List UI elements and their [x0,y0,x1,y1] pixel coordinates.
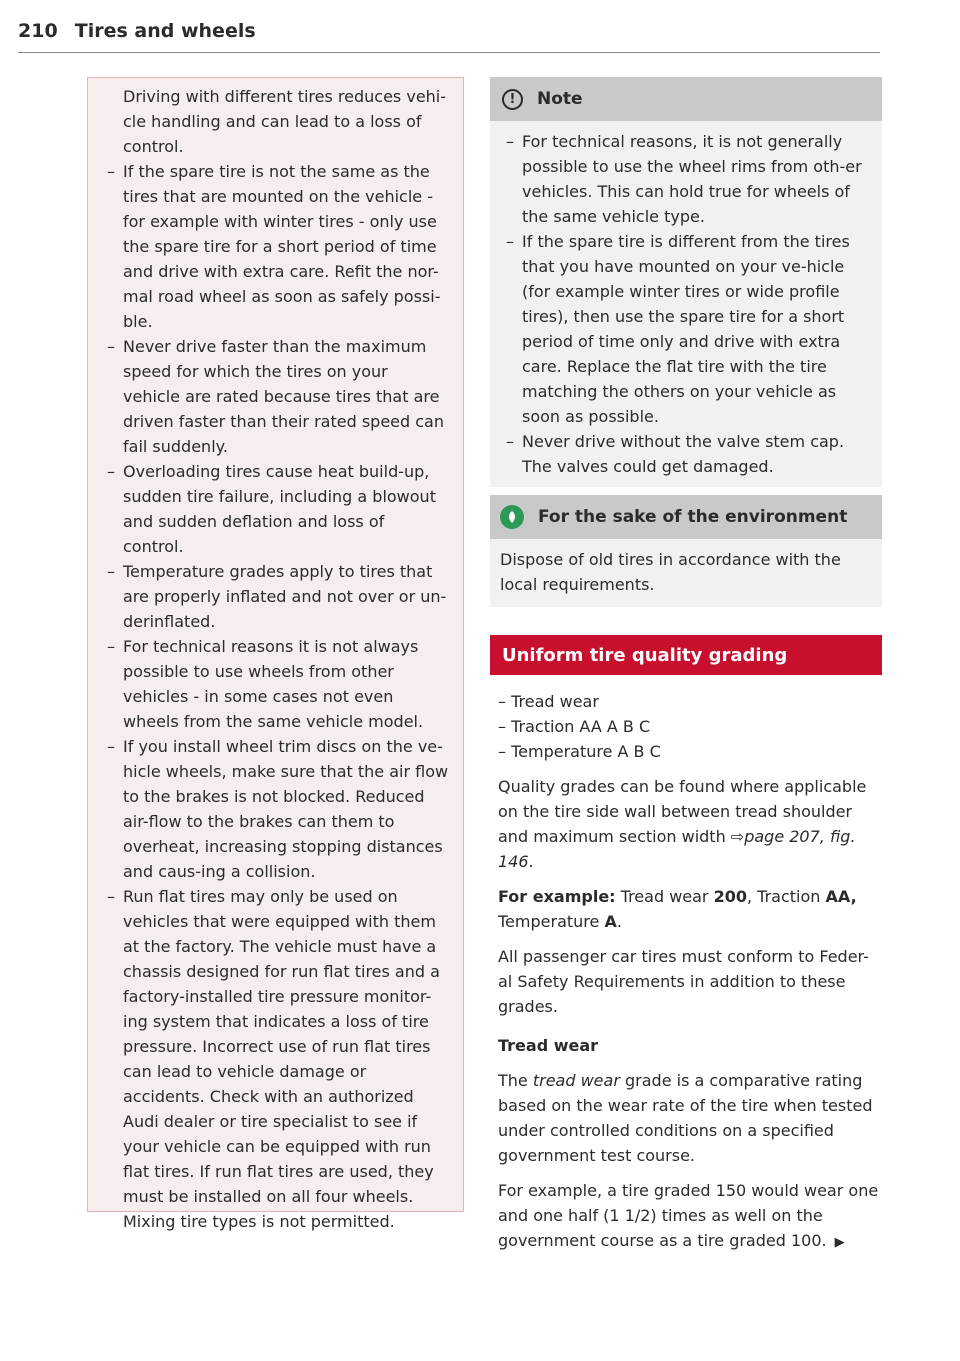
tread-text: The [498,1071,533,1090]
example-value: A [604,912,617,931]
warning-item: – For technical reasons it is not always possible to use wheels from other vehicles - in some cases not even wheels from the same vehicle model. [105,634,449,734]
note-header [490,77,882,121]
environment-header [490,495,882,539]
section-heading: Uniform tire quality grading [490,635,882,675]
warning-item: – Never drive faster than the maximum speed for which the tires on your vehicle are rated because tires that are driven faster than their rated speed can fail suddenly. [105,334,449,459]
note-title: Note [537,89,583,109]
grade-list [490,689,882,764]
continue-arrow-icon: ▶ [834,1235,845,1250]
warning-item: – Run flat tires may only be used on vehicles that were equipped with them at the factory. The vehicle must have a chassis designed for run flat tires and a factory-installed tire pressure monitor-ing system that indicates a loss of tire pressure. Incorrect use of run flat tires can lead to vehicle damage or accidents. Check with an authorized Audi dealer or tire specialist to see if your vehicle can be equipped with run flat tires. If run flat tires are used, they must be installed on all four wheels. Mixing tire types is not permitted. [105,884,449,1234]
note-list [490,121,882,487]
grade-item: – Temperature A B C [498,742,661,761]
exclamation-icon: ! [502,89,523,110]
environment-text: Dispose of old tires in accordance with the local requirements. [500,550,841,594]
right-column [490,77,882,1255]
warning-item: – Overloading tires cause heat build-up, sudden tire failure, including a blowout and sudden deflation and loss of control. [105,459,449,559]
note-box [490,77,882,487]
example-label: For example: [498,887,616,906]
warning-item: – Temperature grades apply to tires that are properly inflated and not over or un-derinflated. [105,559,449,634]
quality-text: Quality grades can be found where applicable on the tire side wall between tread shoulder and maximum section width [498,777,867,846]
warning-item: – If you install wheel trim discs on the ve-hicle wheels, make sure that the air flow to the brakes is not blocked. Reduced air-flow to the brakes can them to overheat, increasing stopping distances and caus-ing a collision. [105,734,449,884]
warning-box [87,77,464,1231]
environment-title: For the sake of the environment [538,507,848,527]
tread-text: grade is a comparative rating based on the wear rate of the tire when tested under controlled conditions on a specified government test course. [498,1071,873,1165]
section-title: Tires and wheels [74,20,256,42]
example-text: Temperature [498,912,605,931]
page-header [18,20,880,53]
page-reference[interactable]: page 207, fig. 146 [498,827,856,871]
environment-box [490,495,882,607]
warning-item: – If the spare tire is not the same as the tires that are mounted on the vehicle - for example with winter tires - only use the spare tire for a short period of time and drive with extra care. Refit the nor-mal road wheel as soon as safely possi-ble. [105,159,449,334]
tread-example-paragraph [490,1178,882,1255]
reference-arrow-icon: ⇨ [730,827,745,846]
uniform-content [490,689,882,1255]
grade-item: – Traction AA A B C [498,717,651,736]
quality-end: . [528,852,534,871]
warning-list [105,159,449,1234]
warning-intro: Driving with different tires reduces vehi-cle handling and can lead to a loss of control. [123,87,447,156]
example-value: AA, [825,887,857,906]
conformance-paragraph: All passenger car tires must conform to Feder-al Safety Requirements in addition to these grades. [498,947,869,1016]
example-value: 200 [713,887,747,906]
tread-example-text: For example, a tire graded 150 would wear one and one half (1 1/2) times as well on the government course as a tire graded 100. [498,1181,879,1250]
note-item: – If the spare tire is different from the tires that you have mounted on your ve-hicle (for example winter tires or wide profile tires), then use the spare tire for a short period of time only and drive with extra care. Replace the flat tire with the tire matching the others on your vehicle as soon as possible. [504,229,870,429]
leaf-icon [500,505,524,529]
example-end: . [616,912,622,931]
tread-term: tread wear [532,1071,620,1090]
note-item: – For technical reasons, it is not generally possible to use the wheel rims from oth-er vehicles. This can hold true for wheels of the same vehicle type. [504,129,870,229]
page-number: 210 [18,20,58,42]
tread-wear-heading: Tread wear [498,1036,599,1055]
example-text: Tread wear [615,887,714,906]
example-paragraph [490,884,882,934]
quality-paragraph [490,774,882,874]
grade-item: – Tread wear [498,692,599,711]
note-item: – Never drive without the valve stem cap. The valves could get damaged. [504,429,870,479]
example-text: , Traction [747,887,826,906]
tread-paragraph [490,1068,882,1168]
